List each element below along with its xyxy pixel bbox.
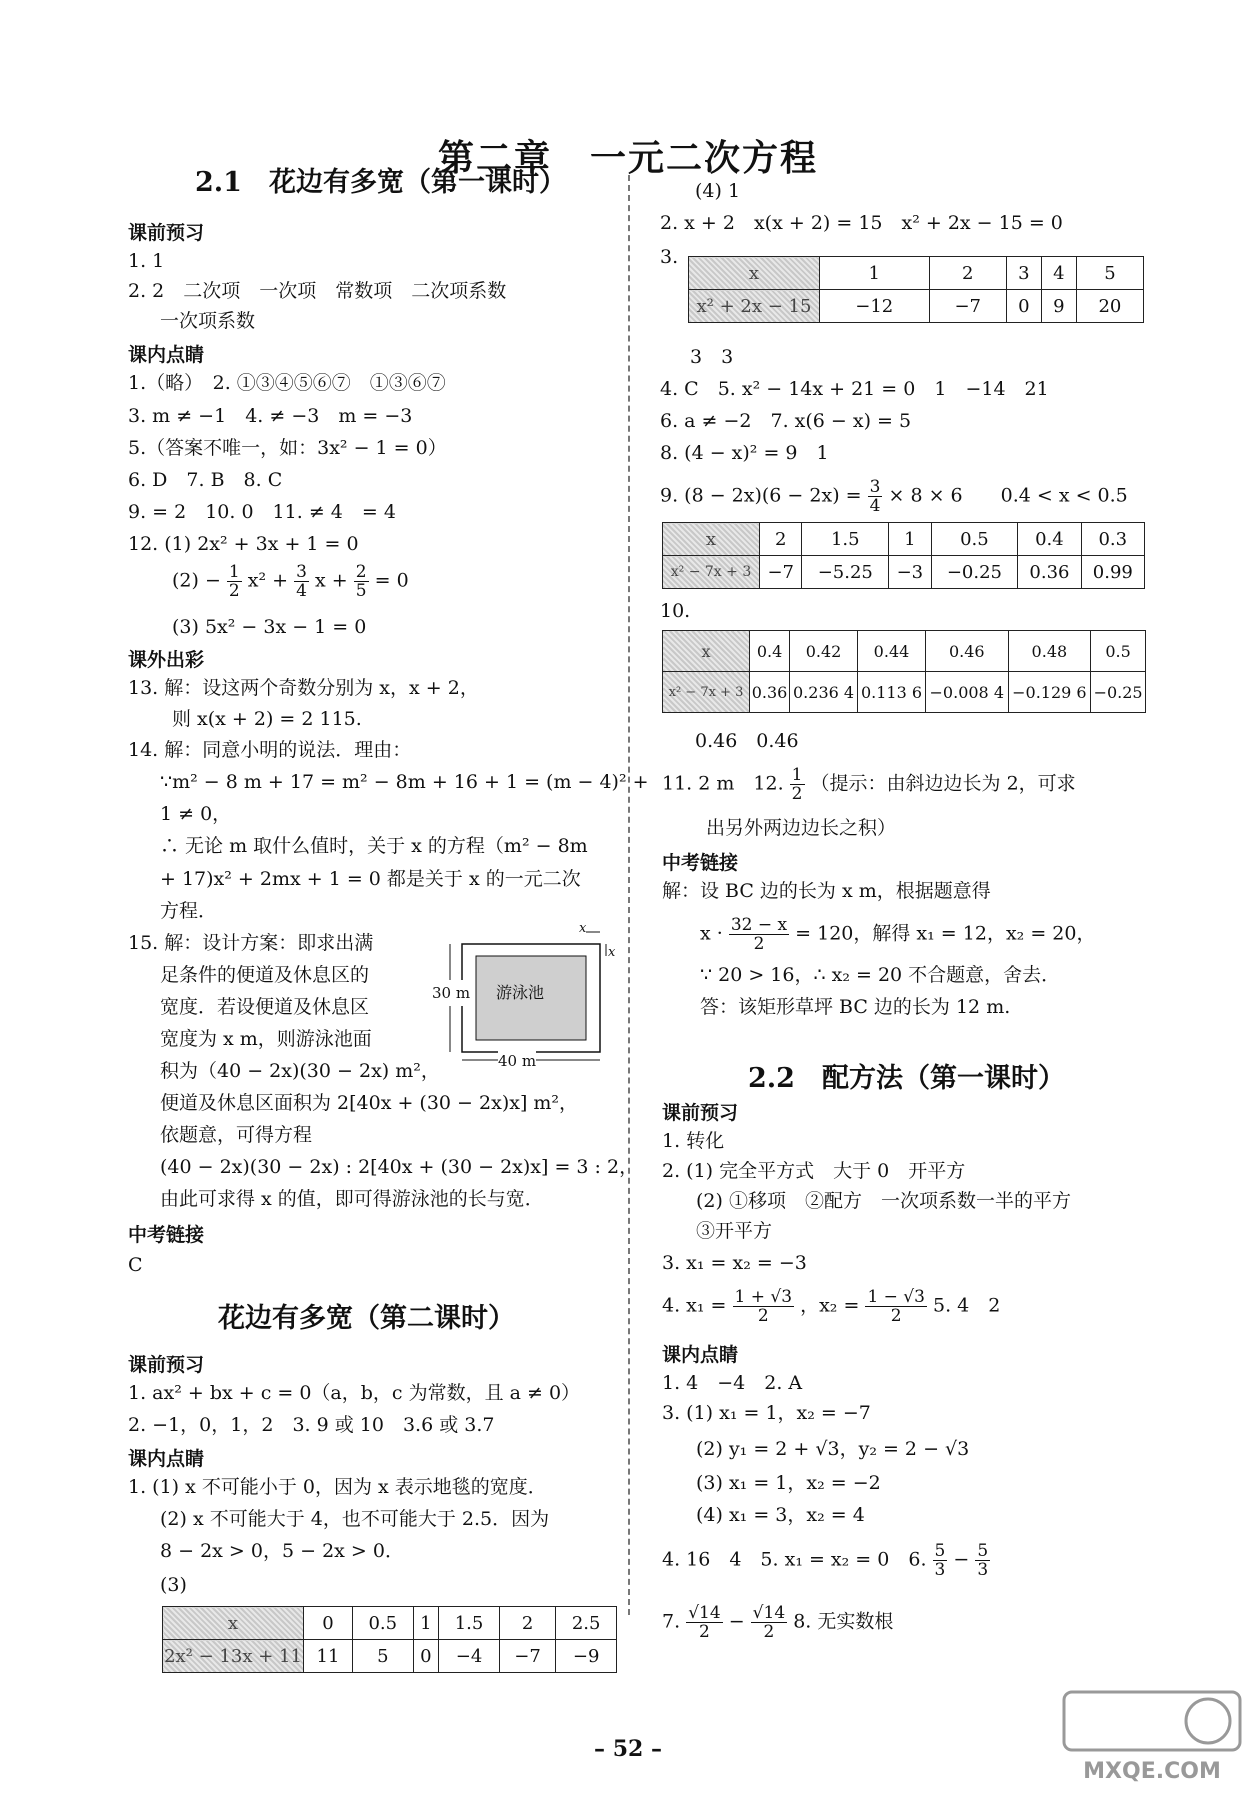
- answer-line: 由此可求得 x 的值，即可得游泳池的长与宽．: [160, 1188, 544, 1210]
- heading-in-class: 课内点睛: [128, 344, 205, 366]
- answer-line: (4) 1: [695, 180, 741, 202]
- heading-preview: 课前预习: [128, 222, 205, 244]
- fraction: $\frac{3}{4}$: [869, 477, 881, 516]
- answer-line-fraction: (2) − $\frac{1}{2}$ x² + $\frac{3}{4}$ x + $\frac{2}{5}$ = 0: [172, 562, 409, 601]
- answer-line: ∴ 无论 m 取什么值时，关于 x 的方程（m² − 8m: [160, 835, 588, 857]
- answer-line: 便道及休息区面积为 2[40x + (30 − 2x)x] m²，: [160, 1092, 579, 1114]
- answer-line: 3. (1) x₁ = 1，x₂ = −7: [662, 1402, 871, 1424]
- answer-line: 2. (1) 完全平方式 大于 0 开平方: [662, 1160, 966, 1182]
- answer-line: ③开平方: [696, 1220, 773, 1242]
- answer-line: 出另外两边边长之积）: [706, 817, 897, 839]
- fraction: $\frac{5}{3}$: [934, 1541, 946, 1580]
- answer-line: 12. (1) 2x² + 3x + 1 = 0: [128, 533, 359, 555]
- dimension-x-top: x: [579, 921, 587, 936]
- answer-line: (3) x₁ = 1，x₂ = −2: [696, 1472, 881, 1494]
- answer-line: (2) y₁ = 2 + √3，y₂ = 2 − √3: [696, 1438, 970, 1460]
- answer-line: 1. 转化: [662, 1130, 725, 1152]
- watermark-text: MXQE.COM: [1083, 1759, 1221, 1784]
- answer-line: 6. D 7. B 8. C: [128, 469, 283, 491]
- answer-line: 2. 2 二次项 一次项 常数项 二次项系数: [128, 280, 507, 302]
- answer-line: 答：该矩形草坪 BC 边的长为 12 m.: [700, 996, 1011, 1018]
- answer-line: 一次项系数: [160, 310, 256, 332]
- answer-line: 3. x₁ = x₂ = −3: [662, 1252, 807, 1274]
- answer-line: 8 − 2x > 0，5 − 2x > 0．: [160, 1540, 404, 1562]
- answer-line: 1 ≠ 0，: [160, 803, 232, 825]
- answer-line: 2. x + 2 x(x + 2) = 15 x² + 2x − 15 = 0: [660, 212, 1063, 234]
- dimension-30m: 30 m: [432, 980, 470, 1006]
- answer-line: 15. 解：设计方案：即求出满: [128, 932, 374, 954]
- table-row: x 0.4 0.42 0.44 0.46 0.48 0.5: [663, 631, 1146, 672]
- heading-preview-3: 课前预习: [662, 1102, 739, 1124]
- fraction: $\frac{2}{5}$: [355, 562, 367, 601]
- section-title-2-1: 2.1 花边有多宽（第一课时）: [195, 167, 566, 198]
- answer-line: 1. 1: [128, 250, 165, 272]
- answer-line: (3): [160, 1574, 187, 1596]
- fraction: $\frac{√14}{2}$: [752, 1603, 786, 1642]
- table-values-1: [162, 1606, 617, 1673]
- table-row: x² − 7x + 3 −7 −5.25 −3 −0.25 0.36 0.99: [663, 556, 1145, 589]
- answer-line: 方程．: [160, 900, 218, 922]
- answer-line-fraction: 4. x₁ = $\frac{1 + √3}{2}$ ，x₂ = $\frac{1 - √3}{2}$ 5. 4 2: [662, 1287, 1001, 1326]
- answer-line: 解：设 BC 边的长为 x m，根据题意得: [662, 880, 991, 902]
- answer-line: 6. a ≠ −2 7. x(6 − x) = 5: [660, 410, 912, 432]
- answer-line: 5.（答案不唯一，如：3x² − 1 = 0）: [128, 437, 447, 459]
- answer-line: 积为（40 − 2x)(30 − 2x) m²，: [160, 1060, 440, 1082]
- answer-line: 1. 4 −4 2. A: [662, 1372, 803, 1394]
- answer-line: 宽度．若设便道及休息区: [160, 996, 370, 1018]
- heading-in-class-3: 课内点睛: [662, 1344, 739, 1366]
- answer-line: 4. C 5. x² − 14x + 21 = 0 1 −14 21: [660, 378, 1049, 400]
- answer-line: 1. (1) x 不可能小于 0，因为 x 表示地毯的宽度．: [128, 1476, 547, 1498]
- fraction: $\frac{√14}{2}$: [688, 1603, 721, 1642]
- table-row: x 1 2 3 4 5: [689, 257, 1144, 290]
- fraction: $\frac{1}{2}$: [228, 562, 240, 601]
- heading-preview-2: 课前预习: [128, 1354, 205, 1376]
- page-number: – 52 –: [594, 1736, 662, 1762]
- answer-line: 3.: [660, 246, 679, 268]
- fraction: $\frac{1 - √3}{2}$: [867, 1287, 925, 1326]
- answer-line-fraction: 9. (8 − 2x)(6 − 2x) = $\frac{3}{4}$ × 8 × 6 0.4 < x < 0.5: [660, 477, 1128, 516]
- section-title-lesson2: 花边有多宽（第二课时）: [218, 1303, 515, 1334]
- table-values-4: [662, 630, 1146, 713]
- answer-line: 则 x(x + 2) = 2 115.: [172, 708, 362, 730]
- answer-line: 10.: [660, 600, 691, 622]
- chapter-title: 第二章 一元二次方程: [437, 137, 818, 179]
- fraction: $\frac{5}{3}$: [977, 1541, 989, 1580]
- answer-line: 13. 解：设这两个奇数分别为 x，x + 2，: [128, 677, 479, 699]
- answer-line: 8. (4 − x)² = 9 1: [660, 442, 829, 464]
- heading-exam-link: 中考链接: [128, 1224, 205, 1246]
- table-row: x² + 2x − 15 −12 −7 0 9 20: [689, 290, 1144, 323]
- answer-line: 0.46 0.46: [695, 730, 799, 752]
- pool-label: 游泳池: [496, 983, 545, 1002]
- table-row: x 2 1.5 1 0.5 0.4 0.3: [663, 523, 1145, 556]
- answer-line: 3. m ≠ −1 4. ≠ −3 m = −3: [128, 405, 413, 427]
- answer-line: (2) ①移项 ②配方 一次项系数一半的平方: [696, 1190, 1071, 1212]
- answer-line-fraction: 11. 2 m 12. $\frac{1}{2}$ （提示：由斜边边长为 2，可求: [662, 765, 1076, 804]
- answer-line: 1. ax² + bx + c = 0（a，b，c 为常数，且 a ≠ 0）: [128, 1382, 581, 1404]
- answer-line-fraction: x · $\frac{32 - x}{2}$ = 120，解得 x₁ = 12，x₂ = 20，: [700, 915, 1096, 954]
- answer-line: 9. = 2 10. 0 11. ≠ 4 = 4: [128, 501, 396, 523]
- answer-line: 依题意，可得方程: [160, 1124, 313, 1146]
- answer-line-fraction: 7. $\frac{√14}{2}$ − $\frac{√14}{2}$ 8. 无实数根: [662, 1603, 894, 1642]
- table-values-3: [662, 522, 1145, 589]
- heading-exam-link-2: 中考链接: [662, 852, 739, 874]
- fraction: $\frac{3}{4}$: [296, 562, 307, 601]
- answer-line: ∵m² − 8 m + 17 = m² − 8m + 16 + 1 = (m − 4)² +: [160, 771, 649, 793]
- watermark-logo: [1062, 1690, 1242, 1786]
- answer-line: + 17)x² + 2mx + 1 = 0 都是关于 x 的一元二次: [160, 868, 581, 890]
- heading-in-class-2: 课内点睛: [128, 1448, 205, 1470]
- dimension-40m: 40 m: [498, 1048, 536, 1074]
- column-divider: [628, 175, 630, 1615]
- fraction: $\frac{32 - x}{2}$: [730, 915, 788, 954]
- fraction: $\frac{1}{2}$: [791, 765, 803, 804]
- answer-line: (40 − 2x)(30 − 2x) : 2[40x + (30 − 2x)x] = 3 : 2，: [160, 1156, 639, 1178]
- answer-line: C: [128, 1254, 143, 1276]
- section-title-2-2: 2.2 配方法（第一课时）: [748, 1063, 1065, 1094]
- table-row: 2x² − 13x + 11 11 5 0 −4 −7 −9: [163, 1640, 617, 1673]
- dimension-x-side: x: [608, 945, 616, 960]
- answer-line: 2. −1，0，1，2 3. 9 或 10 3.6 或 3.7: [128, 1414, 495, 1436]
- answer-line: (4) x₁ = 3，x₂ = 4: [696, 1504, 865, 1526]
- heading-extra: 课外出彩: [128, 649, 205, 671]
- fraction: $\frac{1 + √3}{2}$: [734, 1287, 793, 1326]
- table-values-2: [688, 256, 1144, 323]
- answer-line: (3) 5x² − 3x − 1 = 0: [172, 616, 367, 638]
- answer-line: (2) x 不可能大于 4，也不可能大于 2.5．因为: [160, 1508, 550, 1530]
- answer-line: ∵ 20 > 16，∴ x₂ = 20 不合题意，舍去．: [700, 964, 1061, 986]
- answer-line: 3 3: [690, 346, 734, 368]
- answer-line: 足条件的便道及休息区的: [160, 964, 370, 986]
- answer-line: 1.（略） 2. ①③④⑤⑥⑦ ①③⑥⑦: [128, 372, 446, 394]
- answer-line: 宽度为 x m，则游泳池面: [160, 1028, 372, 1050]
- table-row: x² − 7x + 3 0.36 0.236 4 0.113 6 −0.008 4 −0.129 6 −0.25: [663, 672, 1146, 713]
- answer-line-fraction: 4. 16 4 5. x₁ = x₂ = 0 6. $\frac{5}{3}$ − $\frac{5}{3}$: [662, 1541, 989, 1580]
- table-row: x 0 0.5 1 1.5 2 2.5: [163, 1607, 617, 1640]
- answer-line: 14. 解：同意小明的说法．理由：: [128, 739, 412, 761]
